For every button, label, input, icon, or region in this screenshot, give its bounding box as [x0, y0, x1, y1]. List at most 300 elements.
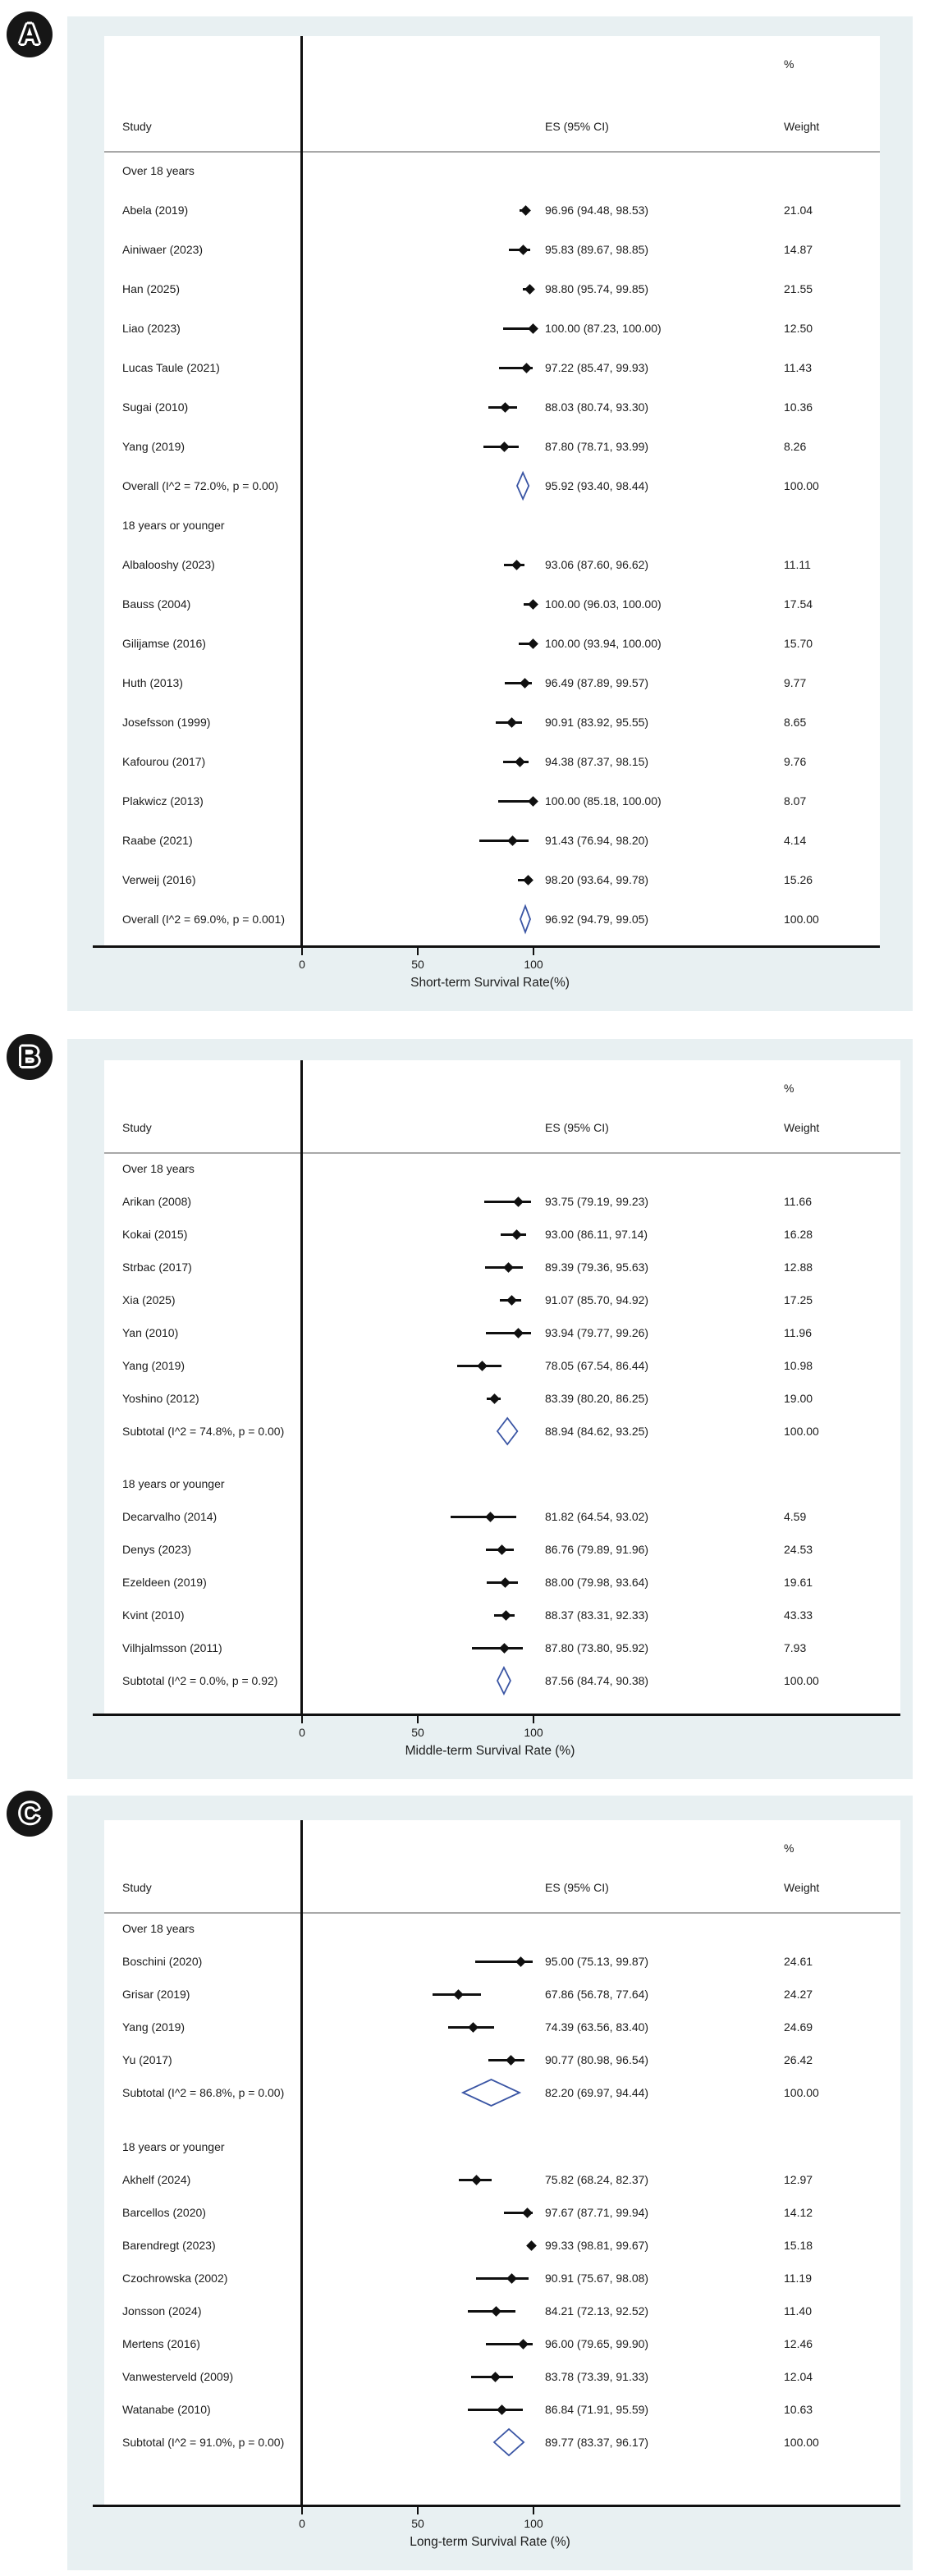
study-label: Xia (2025) — [122, 1293, 176, 1306]
study-label: Josefsson (1999) — [122, 716, 211, 729]
study-row — [104, 1218, 900, 1251]
study-row — [104, 2360, 900, 2393]
x-axis-tick — [417, 948, 419, 955]
x-axis-tick — [301, 1716, 303, 1723]
point-estimate-marker — [516, 1956, 527, 1967]
point-estimate-marker — [485, 1512, 496, 1522]
x-axis-tick — [301, 2507, 303, 2514]
study-label: Yu (2017) — [122, 2053, 172, 2066]
pooled-diamond — [495, 1666, 513, 1695]
es-ci-value: 89.77 (83.37, 96.17) — [545, 2436, 649, 2449]
x-axis-tick — [417, 2507, 419, 2514]
spacer-row — [104, 1448, 900, 1467]
study-label: Yang (2019) — [122, 1359, 185, 1372]
rows-container — [104, 151, 880, 939]
percent-column-header: % — [784, 57, 794, 71]
weight-value: 15.26 — [784, 873, 813, 886]
es-ci-value: 93.75 (79.19, 99.23) — [545, 1195, 649, 1208]
pooled-label: Overall (I^2 = 72.0%, p = 0.00) — [122, 479, 279, 492]
panel-b-canvas — [67, 1039, 913, 1779]
point-estimate-marker — [506, 1295, 517, 1306]
weight-value: 7.93 — [784, 1641, 807, 1654]
es-ci-value: 96.96 (94.48, 98.53) — [545, 204, 649, 217]
rows-container — [104, 1152, 900, 1697]
column-headers — [104, 1820, 900, 1912]
study-row — [104, 1316, 900, 1349]
study-row — [104, 1283, 900, 1316]
point-estimate-marker — [490, 2372, 501, 2382]
pooled-diamond — [518, 904, 533, 934]
pooled-label: Subtotal (I^2 = 86.8%, p = 0.00) — [122, 2086, 285, 2099]
group-label: Over 18 years — [122, 1162, 195, 1175]
weight-value: 12.88 — [784, 1261, 813, 1274]
study-row — [104, 309, 880, 348]
point-estimate-marker — [524, 284, 535, 295]
study-label: Gilijamse (2016) — [122, 637, 206, 650]
es-ci-value: 86.84 (71.91, 95.59) — [545, 2403, 649, 2416]
study-row — [104, 2295, 900, 2327]
es-ci-value: 97.22 (85.47, 99.93) — [545, 361, 649, 374]
study-label: Bauss (2004) — [122, 597, 191, 611]
study-row — [104, 1631, 900, 1664]
es-ci-value: 96.00 (79.65, 99.90) — [545, 2337, 649, 2350]
es-ci-value: 98.80 (95.74, 99.85) — [545, 282, 649, 295]
panel-long-term — [0, 1796, 925, 2570]
group-label: 18 years or younger — [122, 2140, 225, 2153]
weight-value: 9.77 — [784, 676, 807, 689]
x-axis-tick — [533, 2507, 534, 2514]
point-estimate-marker — [477, 1361, 488, 1371]
study-row — [104, 742, 880, 781]
group-header-row — [104, 1152, 900, 1185]
study-row — [104, 1566, 900, 1599]
study-label: Liao (2023) — [122, 322, 181, 335]
group-header-row — [104, 151, 880, 190]
study-label: Decarvalho (2014) — [122, 1510, 218, 1523]
weight-value: 100.00 — [784, 913, 819, 926]
zero-reference-line — [300, 1820, 303, 2505]
study-label: Yang (2019) — [122, 440, 185, 453]
study-row — [104, 2262, 900, 2295]
panel-a-badge — [7, 11, 53, 57]
es-ci-value: 100.00 (96.03, 100.00) — [545, 597, 662, 611]
x-axis-line — [93, 945, 880, 948]
percent-column-header: % — [784, 1842, 794, 1855]
zero-reference-line — [300, 36, 303, 945]
x-axis-tick — [533, 948, 534, 955]
x-axis-tick-label: 0 — [299, 1726, 305, 1739]
point-estimate-marker — [520, 678, 530, 689]
pooled-label: Subtotal (I^2 = 0.0%, p = 0.92) — [122, 1674, 278, 1687]
point-estimate-marker — [514, 1328, 524, 1338]
point-estimate-marker — [507, 835, 518, 846]
x-axis — [104, 2505, 900, 2564]
es-column-header: ES (95% CI) — [545, 120, 609, 133]
ci-whisker — [451, 1516, 516, 1518]
point-estimate-marker — [468, 2022, 479, 2033]
pooled-row — [104, 2076, 900, 2109]
point-estimate-marker — [518, 2339, 529, 2350]
study-label: Han (2025) — [122, 282, 181, 295]
es-ci-value: 95.92 (93.40, 98.44) — [545, 479, 649, 492]
x-axis-title: Middle-term Survival Rate (%) — [405, 1744, 575, 1758]
es-ci-value: 96.92 (94.79, 99.05) — [545, 913, 649, 926]
weight-value: 12.50 — [784, 322, 813, 335]
weight-value: 24.61 — [784, 1955, 813, 1968]
study-column-header: Study — [122, 1121, 152, 1134]
pooled-label: Overall (I^2 = 69.0%, p = 0.001) — [122, 913, 286, 926]
es-ci-value: 67.86 (56.78, 77.64) — [545, 1988, 649, 2001]
point-estimate-marker — [489, 1393, 500, 1404]
study-label: Abela (2019) — [122, 204, 189, 217]
x-axis-tick-label: 50 — [411, 1726, 424, 1739]
panel-c-canvas — [67, 1796, 913, 2570]
x-axis-tick-label: 100 — [524, 958, 543, 971]
study-row — [104, 1533, 900, 1566]
study-label: Grisar (2019) — [122, 1988, 190, 2001]
ci-whisker — [486, 1332, 531, 1334]
weight-value: 21.55 — [784, 282, 813, 295]
weight-value: 11.19 — [784, 2272, 812, 2285]
group-header-row — [104, 2130, 900, 2163]
study-row — [104, 821, 880, 860]
point-estimate-marker — [528, 599, 538, 610]
x-axis-tick — [301, 948, 303, 955]
weight-value: 100.00 — [784, 1425, 819, 1438]
es-ci-value: 100.00 (93.94, 100.00) — [545, 637, 662, 650]
es-ci-value: 90.77 (80.98, 96.54) — [545, 2053, 649, 2066]
study-label: Huth (2013) — [122, 676, 183, 689]
study-label: Yang (2019) — [122, 2020, 185, 2034]
weight-value: 21.04 — [784, 204, 813, 217]
study-label: Barendregt (2023) — [122, 2239, 216, 2252]
study-label: Raabe (2021) — [122, 834, 193, 847]
es-column-header: ES (95% CI) — [545, 1121, 609, 1134]
zero-reference-line — [300, 1060, 303, 1714]
panel-a-canvas — [67, 16, 913, 1011]
weight-value: 12.04 — [784, 2370, 813, 2383]
point-estimate-marker — [524, 875, 534, 885]
weight-value: 26.42 — [784, 2053, 813, 2066]
weight-value: 11.11 — [784, 558, 811, 571]
x-axis-line — [93, 2505, 900, 2507]
group-label: 18 years or younger — [122, 1477, 225, 1490]
pooled-row — [104, 899, 880, 939]
point-estimate-marker — [499, 442, 510, 452]
point-estimate-marker — [499, 1643, 510, 1654]
weight-value: 14.87 — [784, 243, 813, 256]
weight-value: 12.46 — [784, 2337, 813, 2350]
plot-area — [104, 1820, 900, 2505]
es-ci-value: 87.80 (73.80, 95.92) — [545, 1641, 649, 1654]
study-row — [104, 1945, 900, 1978]
panel-b-badge-letter: B — [19, 1041, 40, 1073]
weight-value: 11.43 — [784, 361, 812, 374]
study-label: Akhelf (2024) — [122, 2173, 191, 2186]
weight-value: 8.65 — [784, 716, 807, 729]
es-ci-value: 96.49 (87.89, 99.57) — [545, 676, 649, 689]
es-ci-value: 84.21 (72.13, 92.52) — [545, 2304, 649, 2317]
point-estimate-marker — [528, 638, 538, 649]
weight-value: 11.40 — [784, 2304, 812, 2317]
pooled-diamond — [495, 1416, 520, 1446]
x-axis-tick — [533, 1716, 534, 1723]
x-axis-tick-label: 50 — [411, 2517, 424, 2530]
plot-area — [104, 1060, 900, 1714]
es-ci-value: 91.43 (76.94, 98.20) — [545, 834, 649, 847]
weight-value: 16.28 — [784, 1228, 813, 1241]
weight-value: 12.97 — [784, 2173, 813, 2186]
point-estimate-marker — [511, 560, 522, 570]
weight-value: 17.25 — [784, 1293, 813, 1306]
ci-whisker — [468, 2409, 523, 2411]
es-ci-value: 89.39 (79.36, 95.63) — [545, 1261, 649, 1274]
es-ci-value: 87.56 (84.74, 90.38) — [545, 1674, 649, 1687]
weight-value: 10.98 — [784, 1359, 813, 1372]
es-ci-value: 82.20 (69.97, 94.44) — [545, 2086, 649, 2099]
study-row — [104, 427, 880, 466]
study-row — [104, 190, 880, 230]
x-axis-title: Short-term Survival Rate(%) — [410, 976, 570, 990]
study-row — [104, 860, 880, 899]
study-row — [104, 387, 880, 427]
study-label: Yoshino (2012) — [122, 1392, 199, 1405]
study-label: Barcellos (2020) — [122, 2206, 206, 2219]
pooled-row — [104, 1415, 900, 1448]
es-ci-value: 88.03 (80.74, 93.30) — [545, 400, 649, 414]
es-ci-value: 93.94 (79.77, 99.26) — [545, 1326, 649, 1339]
study-row — [104, 1978, 900, 2011]
es-ci-value: 88.37 (83.31, 92.33) — [545, 1608, 649, 1622]
es-ci-value: 90.91 (83.92, 95.55) — [545, 716, 649, 729]
study-label: Ainiwaer (2023) — [122, 243, 204, 256]
point-estimate-marker — [500, 402, 511, 413]
rows-container — [104, 1912, 900, 2459]
study-row — [104, 1349, 900, 1382]
point-estimate-marker — [521, 363, 532, 373]
study-label: Plakwicz (2013) — [122, 794, 204, 808]
point-estimate-marker — [513, 1196, 524, 1207]
es-ci-value: 83.78 (73.39, 91.33) — [545, 2370, 649, 2383]
study-row — [104, 624, 880, 663]
weight-value: 11.66 — [784, 1195, 812, 1208]
study-label: Boschini (2020) — [122, 1955, 203, 1968]
plot-area — [104, 36, 880, 945]
x-axis-tick-label: 0 — [299, 958, 305, 971]
point-estimate-marker — [491, 2306, 501, 2317]
study-label: Kafourou (2017) — [122, 755, 206, 768]
weight-value: 10.63 — [784, 2403, 813, 2416]
study-row — [104, 269, 880, 309]
x-axis-tick-label: 100 — [524, 2517, 543, 2530]
study-label: Verweij (2016) — [122, 873, 196, 886]
weight-value: 19.61 — [784, 1576, 813, 1589]
weight-value: 17.54 — [784, 597, 813, 611]
es-ci-value: 97.67 (87.71, 99.94) — [545, 2206, 649, 2219]
weight-value: 43.33 — [784, 1608, 813, 1622]
panel-a-badge-letter: A — [19, 18, 40, 50]
weight-value: 8.26 — [784, 440, 807, 453]
point-estimate-marker — [522, 2208, 533, 2218]
weight-column-header: Weight — [784, 1881, 820, 1894]
weight-value: 19.00 — [784, 1392, 813, 1405]
es-ci-value: 94.38 (87.37, 98.15) — [545, 755, 649, 768]
x-axis-title: Long-term Survival Rate (%) — [410, 2535, 570, 2549]
group-label: Over 18 years — [122, 164, 195, 177]
panel-c-badge-letter: C — [19, 1797, 40, 1829]
point-estimate-marker — [526, 2240, 537, 2251]
study-row — [104, 348, 880, 387]
es-ci-value: 91.07 (85.70, 94.92) — [545, 1293, 649, 1306]
point-estimate-marker — [511, 1229, 522, 1240]
es-ci-value: 75.82 (68.24, 82.37) — [545, 2173, 649, 2186]
column-headers — [104, 1060, 900, 1152]
weight-value: 15.70 — [784, 637, 813, 650]
ci-whisker — [476, 2277, 528, 2280]
panel-short-term — [0, 16, 925, 1011]
point-estimate-marker — [471, 2175, 482, 2185]
weight-value: 14.12 — [784, 2206, 813, 2219]
weight-value: 24.27 — [784, 1988, 813, 2001]
es-ci-value: 100.00 (85.18, 100.00) — [545, 794, 662, 808]
es-column-header: ES (95% CI) — [545, 1881, 609, 1894]
percent-column-header: % — [784, 1082, 794, 1095]
study-label: Jonsson (2024) — [122, 2304, 202, 2317]
weight-value: 9.76 — [784, 755, 807, 768]
pooled-row — [104, 1664, 900, 1697]
weight-value: 11.96 — [784, 1326, 812, 1339]
weight-value: 24.69 — [784, 2020, 813, 2034]
es-ci-value: 100.00 (87.23, 100.00) — [545, 322, 662, 335]
es-ci-value: 95.83 (89.67, 98.85) — [545, 243, 649, 256]
weight-column-header: Weight — [784, 1121, 820, 1134]
study-column-header: Study — [122, 1881, 152, 1894]
panel-c-badge — [7, 1791, 53, 1837]
study-label: Arikan (2008) — [122, 1195, 192, 1208]
point-estimate-marker — [528, 323, 538, 334]
study-row — [104, 2043, 900, 2076]
study-label: Vanwesterveld (2009) — [122, 2370, 234, 2383]
x-axis-tick-label: 0 — [299, 2517, 305, 2530]
group-header-row — [104, 1912, 900, 1945]
weight-value: 100.00 — [784, 2436, 819, 2449]
weight-value: 10.36 — [784, 400, 813, 414]
study-label: Denys (2023) — [122, 1543, 192, 1556]
weight-value: 100.00 — [784, 1674, 819, 1687]
study-label: Yan (2010) — [122, 1326, 179, 1339]
es-ci-value: 74.39 (63.56, 83.40) — [545, 2020, 649, 2034]
es-ci-value: 90.91 (75.67, 98.08) — [545, 2272, 649, 2285]
weight-value: 4.14 — [784, 834, 807, 847]
point-estimate-marker — [501, 1610, 511, 1621]
point-estimate-marker — [500, 1577, 511, 1588]
ci-whisker — [472, 1647, 523, 1649]
study-row — [104, 545, 880, 584]
study-row — [104, 1185, 900, 1218]
study-label: Lucas Taule (2021) — [122, 361, 220, 374]
ci-whisker — [479, 840, 529, 842]
es-ci-value: 88.94 (84.62, 93.25) — [545, 1425, 649, 1438]
study-label: Mertens (2016) — [122, 2337, 200, 2350]
es-ci-value: 93.00 (86.11, 97.14) — [545, 1228, 648, 1241]
pooled-row — [104, 2426, 900, 2459]
study-row — [104, 2229, 900, 2262]
es-ci-value: 87.80 (78.71, 93.99) — [545, 440, 649, 453]
study-label: Ezeldeen (2019) — [122, 1576, 207, 1589]
study-row — [104, 2393, 900, 2426]
column-headers — [104, 36, 880, 151]
study-row — [104, 2163, 900, 2196]
point-estimate-marker — [515, 757, 525, 767]
x-axis-tick-label: 50 — [411, 958, 424, 971]
es-ci-value: 81.82 (64.54, 93.02) — [545, 1510, 649, 1523]
study-label: Kokai (2015) — [122, 1228, 188, 1241]
study-row — [104, 1500, 900, 1533]
study-label: Kvint (2010) — [122, 1608, 185, 1622]
weight-value: 24.53 — [784, 1543, 813, 1556]
point-estimate-marker — [520, 205, 531, 216]
x-axis-tick — [417, 1716, 419, 1723]
point-estimate-marker — [506, 2273, 517, 2284]
panel-middle-term — [0, 1039, 925, 1779]
weight-value: 4.59 — [784, 1510, 807, 1523]
pooled-diamond — [492, 2427, 526, 2457]
study-row — [104, 230, 880, 269]
es-ci-value: 78.05 (67.54, 86.44) — [545, 1359, 649, 1372]
study-row — [104, 584, 880, 624]
panel-b-badge — [7, 1034, 53, 1080]
pooled-label: Subtotal (I^2 = 74.8%, p = 0.00) — [122, 1425, 285, 1438]
point-estimate-marker — [497, 1544, 507, 1555]
weight-value: 100.00 — [784, 479, 819, 492]
study-row — [104, 1251, 900, 1283]
study-row — [104, 1382, 900, 1415]
es-ci-value: 86.76 (79.89, 91.96) — [545, 1543, 649, 1556]
x-axis — [104, 1714, 900, 1773]
point-estimate-marker — [506, 2055, 517, 2066]
study-row — [104, 2327, 900, 2360]
pooled-row — [104, 466, 880, 506]
pooled-label: Subtotal (I^2 = 91.0%, p = 0.00) — [122, 2436, 285, 2449]
group-header-row — [104, 1467, 900, 1500]
study-label: Sugai (2010) — [122, 400, 189, 414]
study-column-header: Study — [122, 120, 152, 133]
group-label: 18 years or younger — [122, 519, 225, 532]
point-estimate-marker — [497, 2404, 508, 2415]
study-label: Czochrowska (2002) — [122, 2272, 228, 2285]
pooled-diamond — [515, 471, 531, 501]
study-label: Vilhjalmsson (2011) — [122, 1641, 222, 1654]
x-axis — [104, 945, 880, 1004]
weight-value: 8.07 — [784, 794, 807, 808]
point-estimate-marker — [506, 717, 517, 728]
study-label: Albalooshy (2023) — [122, 558, 215, 571]
es-ci-value: 93.06 (87.60, 96.62) — [545, 558, 649, 571]
study-label: Strbac (2017) — [122, 1261, 192, 1274]
study-row — [104, 2011, 900, 2043]
es-ci-value: 83.39 (80.20, 86.25) — [545, 1392, 649, 1405]
study-label: Watanabe (2010) — [122, 2403, 211, 2416]
es-ci-value: 98.20 (93.64, 99.78) — [545, 873, 649, 886]
study-row — [104, 781, 880, 821]
weight-value: 15.18 — [784, 2239, 813, 2252]
study-row — [104, 1599, 900, 1631]
pooled-diamond — [460, 2078, 522, 2107]
x-axis-tick-label: 100 — [524, 1726, 543, 1739]
group-label: Over 18 years — [122, 1922, 195, 1935]
es-ci-value: 95.00 (75.13, 99.87) — [545, 1955, 649, 1968]
study-row — [104, 663, 880, 702]
